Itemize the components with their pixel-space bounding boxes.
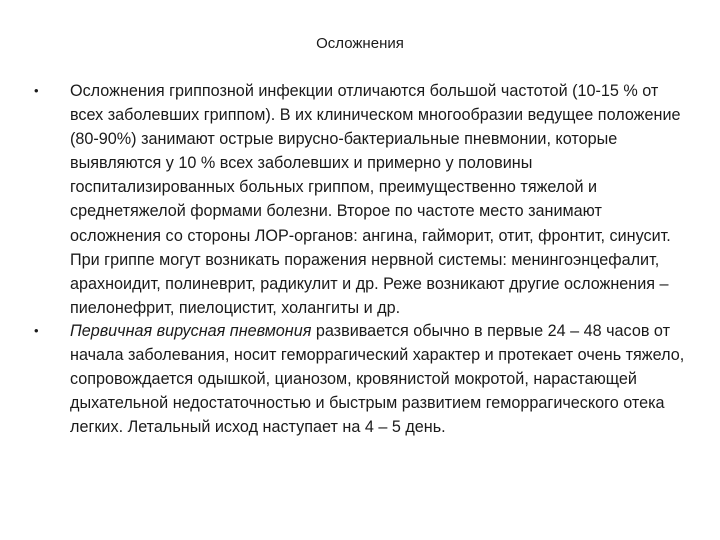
bullet-icon: • xyxy=(34,83,39,98)
bullet-list xyxy=(34,79,694,438)
bullet-item xyxy=(34,79,694,320)
bullet-item xyxy=(34,319,694,439)
bullet-continuation: развивается обычно в первые 24 – 48 часов от начала заболевания, носит геморрагический характер и протекает очень тяжело, сопровождается одышкой, цианозом, кровянистой мокротой, нарастающей дыхательной недостаточностью и быстрым развитием геморрагического отека легких. Летальный исход наступает на 4 – 5 день. xyxy=(70,321,685,437)
bullet-icon: • xyxy=(34,322,39,338)
slide-title: Осложнения xyxy=(316,35,404,52)
bullet-emphasis: Первичная вирусная пневмония xyxy=(70,321,312,340)
bullet-text: Осложнения гриппозной инфекции отличаются большой частотой (10-15 % от всех заболевших гриппом). В их клиническом многообразии ведущее положение (80-90%) занимают острые вирусно-бактериальные пневмонии, которые выявляются у 10 % всех заболевших и примерно у половины госпитализированных больных гриппом, преимущественно тяжелой и среднетяжелой формами болезни. Второе по частоте место занимают осложнения со стороны ЛОР-органов: ангина, гайморит, отит, фронтит, синусит. При гриппе могут возникать поражения нервной системы: менингоэнцефалит, арахноидит, полиневрит, радикулит и др. Реже возникают другие осложнения – пиелонефрит, пиелоцистит, холангиты и др. xyxy=(70,82,681,317)
bullet-text xyxy=(70,319,694,439)
